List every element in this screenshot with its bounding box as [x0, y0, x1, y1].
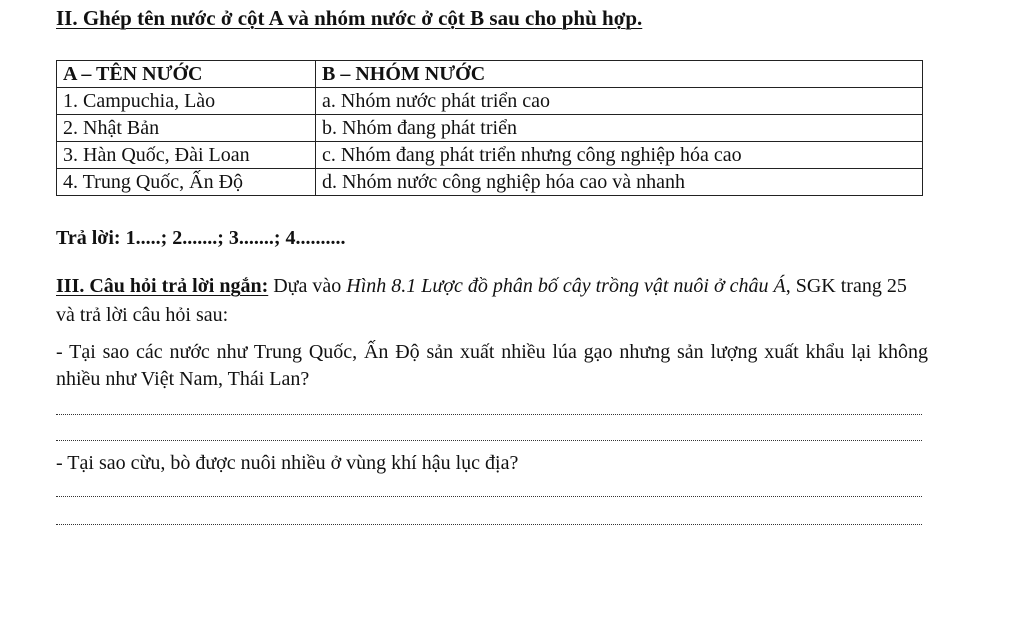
group-cell: d. Nhóm nước công nghiệp hóa cao và nhanh [316, 169, 923, 196]
answer-blank-line [56, 439, 922, 441]
answer-line: Trả lời: 1.....; 2.......; 3.......; 4.......... [56, 227, 346, 249]
country-cell: 4. Trung Quốc, Ấn Độ [57, 169, 316, 196]
header-column-b: B – NHÓM NƯỚC [316, 61, 923, 88]
table-row [57, 169, 923, 196]
section-3-title: III. Câu hỏi trả lời ngắn: [56, 275, 269, 297]
country-cell: 3. Hàn Quốc, Đài Loan [57, 142, 316, 169]
group-cell: b. Nhóm đang phát triển [316, 115, 923, 142]
answer-blank-line [56, 413, 922, 415]
section-2-heading: II. Ghép tên nước ở cột A và nhóm nước ở cột B sau cho phù hợp. [56, 6, 643, 30]
question-2: - Tại sao cừu, bò được nuôi nhiều ở vùng khí hậu lục địa? [56, 452, 519, 474]
table-header-row [57, 61, 923, 88]
country-cell: 2. Nhật Bản [57, 115, 316, 142]
section-3-intro [56, 272, 928, 330]
answer-blank-line [56, 495, 922, 497]
group-cell: a. Nhóm nước phát triển cao [316, 88, 923, 115]
matching-table [56, 60, 923, 196]
section-3-intro-end: , SGK trang 25 và trả lời câu hỏi sau: [56, 275, 907, 326]
table-row [57, 115, 923, 142]
country-cell: 1. Campuchia, Lào [57, 88, 316, 115]
table-row [57, 142, 923, 169]
section-3-intro-start: Dựa vào [268, 275, 347, 297]
group-cell: c. Nhóm đang phát triển nhưng công nghiệp hóa cao [316, 142, 923, 169]
answer-blank-line [56, 523, 922, 525]
question-1: - Tại sao các nước như Trung Quốc, Ấn Độ sản xuất nhiều lúa gạo nhưng sản lượng xuất khẩu lại không nhiều như Việt Nam, Thái Lan? [56, 341, 928, 390]
section-3-figure-reference: Hình 8.1 Lược đồ phân bố cây trồng vật nuôi ở châu Á [346, 275, 786, 297]
table-row [57, 88, 923, 115]
header-column-a: A – TÊN NƯỚC [57, 61, 316, 88]
